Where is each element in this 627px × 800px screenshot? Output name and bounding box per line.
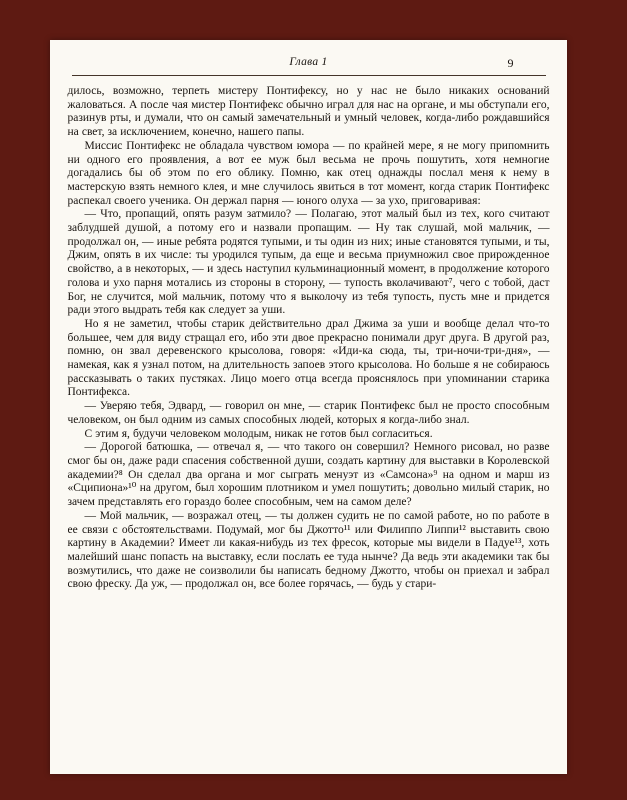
running-head-chapter: Глава 1 — [289, 56, 328, 68]
paragraph: — Уверяю тебя, Эдвард, — говорил он мне, — старик Понтифекс был не просто способным человеком, он был одним из самых способных людей, которых я когда-либо знал. — [67, 400, 550, 426]
book-page — [50, 40, 567, 774]
page-header — [72, 54, 546, 76]
paragraph: дилось, возможно, терпеть мистеру Понтифексу, но у нас не было никаких оснований жаловаться. А после чая мистер Понтифекс обычно играл для нас на органе, и мы обступали его, разинув рты, и думали, что он самый замечательный и умный человек, когда-либо рождавшийся на свет, за исключением, конечно, нашего папы. — [67, 85, 550, 139]
paragraph: С этим я, будучи человеком молодым, никак не готов был согласиться. — [84, 427, 433, 440]
paragraph: — Мой мальчик, — возражал отец, — ты должен судить не по самой работе, но по работе в ее связи с обстоятельствами. Подумай, мог бы Джотто¹¹ или Филиппо Липпи¹² выставить свою картину в Академии? Имеет ли какая-нибудь из тех фресок, которые мы видели в Падуе¹³, хоть малейший шанс попасть на выставку, если послать ее туда нынче? Да ведь эти академики так бы возмутились, что даже не соизволили бы написать бедному Джотто, чтобы он приехал и забрал свою фреску. Да уж, — продолжал он, все более горячась, — будь у стари- — [67, 509, 550, 591]
paragraph: Миссис Понтифекс не обладала чувством юмора — по крайней мере, я не могу припомнить ни одного его проявления, а вот ее муж был весьма не прочь пошутить, хотя немногие догадались бы об этом по его облику. Помню, как отец однажды послал меня к нему в мастерскую взять немного клея, и мне случилось явиться в тот момент, когда старик Понтифекс распекал своего ученика. Он держал парня — юного олуха — за ухо, приговаривая: — [67, 139, 550, 207]
paragraph: — Что, пропащий, опять разум затмило? — Полагаю, этот малый был из тех, кого считают заблудшей душой, а потому его и назвали пропащим. — Ну так слушай, мой мальчик, — продолжал он, — иные ребята родятся тупыми, и ты один из них; иные становятся тупыми, и ты, Джим, опять в их числе: ты уродился тупым, да еще и весьма приумножил свое прирожденное свойство, а в некоторых, — и здесь наступил кульминационный момент, в продолжение которого голова и ухо парня мотались из стороны в сторону, — тупость вколачивают⁷, чего с тобой, даст Бог, не случится, мой мальчик, потому что я выколочу из тебя тупость, пусть мне и придется ради этого выдрать тебя как следует за уши. — [67, 208, 550, 317]
page-number: 9 — [507, 56, 514, 70]
paragraph: Но я не заметил, чтобы старик действительно драл Джима за уши и вообще делал что-то большее, чем для виду стращал его, ибо эти двое прекрасно понимали друг друга. В другой раз, помню, он звал деревенского крысолова, говоря: «Иди-ка сюда, ты, три-ночи-три-дня», — намекая, как я узнал потом, на длительность запоев этого крысолова. Но больше я не собираюсь рассказывать о таких пустяках. Лицо моего отца всегда прояснялось при упоминании старика Понтифекса. — [67, 317, 550, 399]
paragraph: — Дорогой батюшка, — отвечал я, — что такого он совершил? Немного рисовал, но разве смог бы он, даже ради спасения собственной души, создать картину для выставки в Королевской академии?⁸ Он сделал два органа и мог сыграть менуэт из «Самсона»⁹ на одном и марш из «Сципиона»¹⁰ на другом, был хорошим плотником и умел пошутить; довольно милый старик, но зачем представлять его гораздо более способным, чем на самом деле? — [67, 441, 550, 509]
text-column — [68, 54, 550, 592]
